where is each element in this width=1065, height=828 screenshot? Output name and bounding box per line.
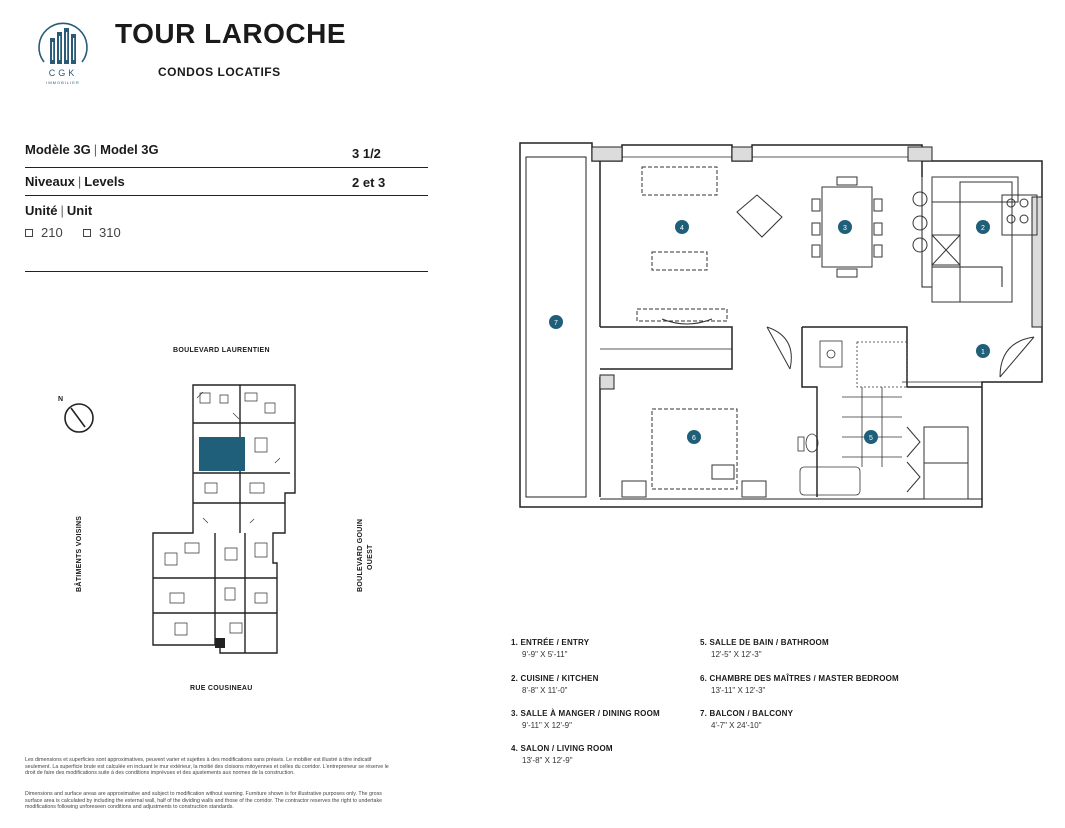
marker-entry: 1 — [981, 349, 985, 356]
page-subtitle: CONDOS LOCATIFS — [158, 65, 281, 79]
street-label-bottom: RUE COUSINEAU — [190, 685, 253, 692]
legend-room-dim: 4'-7" X 24'-10" — [711, 721, 762, 730]
marker-living: 4 — [680, 225, 684, 232]
legend-room-name: 1. ENTRÉE / ENTRY — [511, 638, 590, 647]
logo-brand: CGK — [48, 68, 78, 78]
levels-label-fr: Niveaux — [25, 174, 75, 189]
marker-bathroom: 5 — [869, 435, 873, 442]
legend-room-name: 6. CHAMBRE DES MAÎTRES / MASTER BEDROOM — [700, 674, 899, 683]
unit-label-fr: Unité — [25, 203, 58, 218]
unit-option-210 — [25, 225, 63, 240]
street-label-right-2: OUEST — [367, 544, 374, 570]
north-compass-icon — [62, 402, 96, 434]
street-label-left: BÂTIMENTS VOISINS — [76, 515, 83, 592]
legend-entry — [511, 638, 589, 659]
legend-entry — [700, 674, 899, 695]
legend-room-dim: 8'-8" X 11'-0" — [522, 686, 568, 695]
legend-room-name: 2. CUISINE / KITCHEN — [511, 674, 599, 683]
separator: | — [93, 142, 98, 157]
legend-room-dim: 13'-11" X 12'-3" — [711, 686, 766, 695]
legend-room-dim: 9'-11" X 12'-9" — [522, 721, 572, 730]
marker-bedroom: 6 — [692, 435, 696, 442]
logo-subtext: IMMOBILIER — [46, 80, 80, 85]
highlighted-unit — [199, 437, 245, 471]
floor-plan — [512, 137, 1052, 521]
disclaimer-fr: Les dimensions et superficies sont approximatives, peuvent varier et sujettes à des modifications sans préavis. Le mobilier est illustré à titre indicatif seulement. La superficie brute est calculée en incluant le mur extérieur, la moitié des cloisons mitoyennes et celles du corridor. L'entrepreneur se réserve le droit de faire des modifications suite à des conditions imprévues et des ajustements aux normes de la construction. — [25, 757, 389, 777]
marker-dining: 3 — [843, 225, 847, 232]
unit-label — [25, 203, 92, 218]
street-label-top: BOULEVARD LAURENTIEN — [173, 347, 270, 354]
marker-balcony: 7 — [554, 320, 558, 327]
disclaimer-en: Dimensions and surface areas are approximative and subject to modification without warning. Furniture shown is for illustrative purposes only. The gross surface area is calculated by including the external wall, half of the dividing walls and those of the corridor. The contractor reserves the right to undertake modifications following unforeseen conditions and adjustments to construction standards. — [25, 791, 383, 811]
checkbox-icon — [25, 229, 33, 237]
levels-value: 2 et 3 — [352, 175, 386, 190]
marker-kitchen: 2 — [981, 225, 985, 232]
model-label-fr: Modèle 3G — [25, 142, 91, 157]
separator: | — [60, 203, 64, 218]
legend-entry — [700, 709, 793, 730]
legend-room-name: 3. SALLE À MANGER / DINING ROOM — [511, 709, 660, 718]
unit-number: 210 — [41, 225, 63, 240]
model-value: 3 1/2 — [352, 146, 381, 161]
checkbox-icon — [83, 229, 91, 237]
page-title: TOUR LAROCHE — [115, 18, 347, 49]
legend-entry — [700, 638, 829, 659]
model-label — [25, 142, 159, 157]
unit-number: 310 — [99, 225, 121, 240]
levels-label-en: Levels — [84, 174, 125, 189]
unit-label-en: Unit — [66, 203, 93, 218]
north-label: N — [58, 396, 64, 403]
divider — [25, 195, 428, 196]
legend-entry — [511, 744, 613, 765]
legend-entry — [511, 674, 599, 695]
street-label-right-1: BOULEVARD GOUIN — [357, 518, 364, 592]
legend-room-name: 7. BALCON / BALCONY — [700, 709, 794, 718]
legend-room-dim: 12'-5" X 12'-3" — [711, 650, 762, 659]
divider — [25, 167, 428, 168]
legend-room-name: 4. SALON / LIVING ROOM — [511, 744, 613, 753]
legend-entry — [511, 709, 660, 730]
divider — [25, 271, 428, 272]
model-label-en: Model 3G — [100, 142, 159, 157]
unit-option-310 — [83, 225, 121, 240]
legend-room-name: 5. SALLE DE BAIN / BATHROOM — [700, 638, 829, 647]
levels-label — [25, 174, 125, 189]
legend-room-dim: 13'-8" X 12'-9" — [522, 756, 573, 765]
legend-room-dim: 9'-9" X 5'-11" — [522, 650, 568, 659]
site-plan-building — [145, 383, 305, 663]
separator: | — [77, 174, 82, 189]
